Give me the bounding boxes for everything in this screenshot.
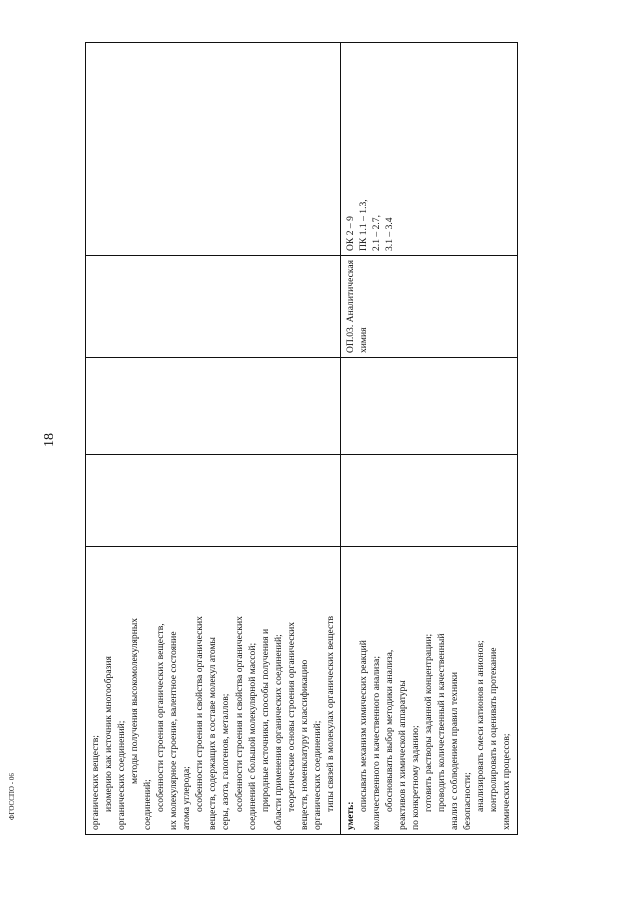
knowledge-line: атома углерода; bbox=[181, 766, 193, 830]
footer-code: ФГОССПО - 06 bbox=[8, 773, 16, 820]
knowledge-line: особенности строения и свойства органических bbox=[233, 616, 245, 812]
knowledge-line: веществ, номенклатуру и классификацию bbox=[298, 659, 310, 830]
knowledge-line: теоретические основы строения органических bbox=[285, 621, 297, 812]
skill-line: проводить количественный и качественный bbox=[436, 633, 448, 812]
discipline-lines bbox=[344, 260, 370, 353]
knowledge-line: соединений с большой молекулярной массой; bbox=[246, 642, 258, 830]
knowledge-line: области применения органических соединений; bbox=[272, 634, 284, 830]
knowledge-line: органических веществ; bbox=[90, 735, 101, 830]
knowledge-line: методы получения высокомолекулярных bbox=[129, 617, 141, 784]
knowledge-line: веществ, содержащих в составе молекул атомы bbox=[207, 637, 219, 830]
competency-cell bbox=[86, 43, 341, 256]
skills-cell bbox=[340, 547, 517, 835]
skill-lines bbox=[344, 551, 514, 830]
skill-line: контролировать и оценивать протекание bbox=[488, 647, 500, 812]
page-number: 18 bbox=[42, 433, 57, 447]
curriculum-table bbox=[85, 42, 518, 835]
hours-cell bbox=[86, 455, 341, 547]
skill-line: химических процессов; bbox=[501, 733, 513, 830]
hours-cell-2 bbox=[86, 358, 341, 455]
knowledge-line: органических соединений; bbox=[116, 720, 128, 830]
skill-line: анализ с соблюдением правил техники bbox=[449, 671, 461, 830]
hours-cell-2 bbox=[340, 358, 517, 455]
knowledge-line: особенности строения и свойства органических bbox=[194, 616, 206, 812]
table-row bbox=[340, 43, 517, 835]
competency-lines bbox=[344, 47, 396, 251]
skill-line: обосновывать выбор методики анализа, bbox=[384, 649, 396, 812]
hours-cell bbox=[340, 455, 517, 547]
competency-line: 2.1 – 2.7, bbox=[370, 215, 382, 251]
knowledge-lines bbox=[89, 551, 337, 830]
table-row bbox=[86, 43, 341, 835]
skill-line: по конкретному заданию; bbox=[410, 725, 422, 830]
skill-line: готовить растворы заданной концентрации; bbox=[423, 633, 435, 812]
skill-line: безопасности; bbox=[462, 772, 474, 830]
skill-line: описывать механизм химических реакций bbox=[357, 640, 369, 812]
knowledge-line: изомерию как источник многообразия bbox=[103, 656, 115, 812]
skill-line: реактивов и химической аппаратуры bbox=[397, 680, 409, 830]
competency-line: ПК 1.1 – 1.3, bbox=[357, 199, 369, 251]
knowledge-line: особенности строения органических веществ, bbox=[155, 623, 167, 812]
competency-line: ОК 2 – 9 bbox=[344, 216, 356, 251]
curriculum-table-rotated bbox=[85, 43, 513, 835]
knowledge-line: типы связей в молекулах органических веществ bbox=[324, 615, 336, 812]
knowledge-line: их молекулярное строение, валентное состояние bbox=[168, 631, 180, 830]
competency-cell bbox=[340, 43, 517, 256]
discipline-line: ОП.03. Аналитическая bbox=[344, 259, 356, 353]
knowledge-line: природные источники, способы получения и bbox=[259, 628, 271, 812]
skill-line: уметь: bbox=[344, 801, 356, 830]
discipline-line: химия bbox=[357, 327, 369, 353]
knowledge-line: соединений; bbox=[142, 779, 154, 830]
knowledge-line: серы, азота, галогенов, металлов; bbox=[220, 693, 232, 830]
discipline-cell bbox=[86, 256, 341, 358]
skill-line: количественного и качественного анализа; bbox=[370, 656, 382, 830]
knowledge-line: органических соединений; bbox=[311, 720, 323, 830]
knowledge-cell bbox=[86, 547, 341, 835]
competency-line: 3.1 – 3.4 bbox=[384, 217, 396, 251]
discipline-cell bbox=[340, 256, 517, 358]
skill-line: анализировать смеси катионов и анионов; bbox=[475, 640, 487, 812]
